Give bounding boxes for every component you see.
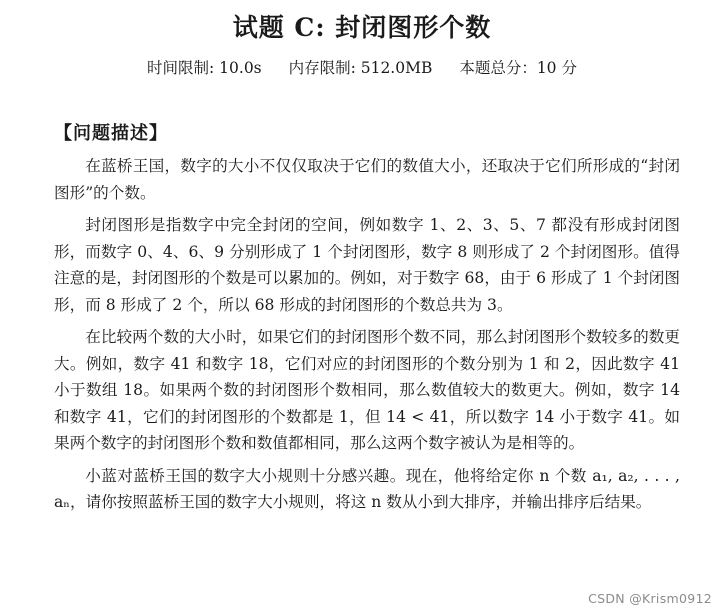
problem-title: 试题 C: 封闭图形个数 <box>232 13 492 42</box>
time-limit: 时间限制: 10.0s <box>147 59 262 77</box>
problem-limits <box>0 56 724 78</box>
memory-limit: 内存限制: 512.0MB <box>288 59 433 77</box>
paragraph: 小蓝对蓝桥王国的数字大小规则十分感兴趣。现在，他将给定你 n 个数 a₁, a₂, . . . , aₙ，请你按照蓝桥王国的数字大小规则，将这 n 数从小到大排序，并输出排序后结果。 <box>54 466 680 511</box>
paragraph: 在比较两个数的大小时，如果它们的封闭图形个数不同，那么封闭图形个数较多的数更大。例如，数字 41 和数字 18，它们对应的封闭图形的个数分别为 1 和 2，因此数字 41 小于数组 18。如果两个数的封闭图形个数相同，那么数值较大的数更大。例如，数字 14 和数字 41，它们的封闭图形的个数都是 1，但 14 < 41，所以数字 14 小于数字 41。如果两个数字的封闭图形个数和数值都相同，那么这两个数字被认为是相等的。 <box>54 328 680 452</box>
total-score: 本题总分：10 分 <box>459 59 577 77</box>
watermark: CSDN @Krism0912 <box>588 591 712 606</box>
paragraph: 在蓝桥王国，数字的大小不仅仅取决于它们的数值大小，还取决于它们所形成的“封闭图形”的个数。 <box>54 157 680 202</box>
paragraph: 封闭图形是指数字中完全封闭的空间，例如数字 1、2、3、5、7 都没有形成封闭图形，而数字 0、4、6、9 分别形成了 1 个封闭图形，数字 8 则形成了 2 个封闭图形。值得注意的是，封闭图形的个数是可以累加的。例如，对于数字 68，由于 6 形成了 1 个封闭图形，而 8 形成了 2 个，所以 68 形成的封闭图形的个数总共为 3。 <box>54 216 680 314</box>
problem-description <box>54 153 680 516</box>
section-heading-description: 【问题描述】 <box>54 123 168 144</box>
